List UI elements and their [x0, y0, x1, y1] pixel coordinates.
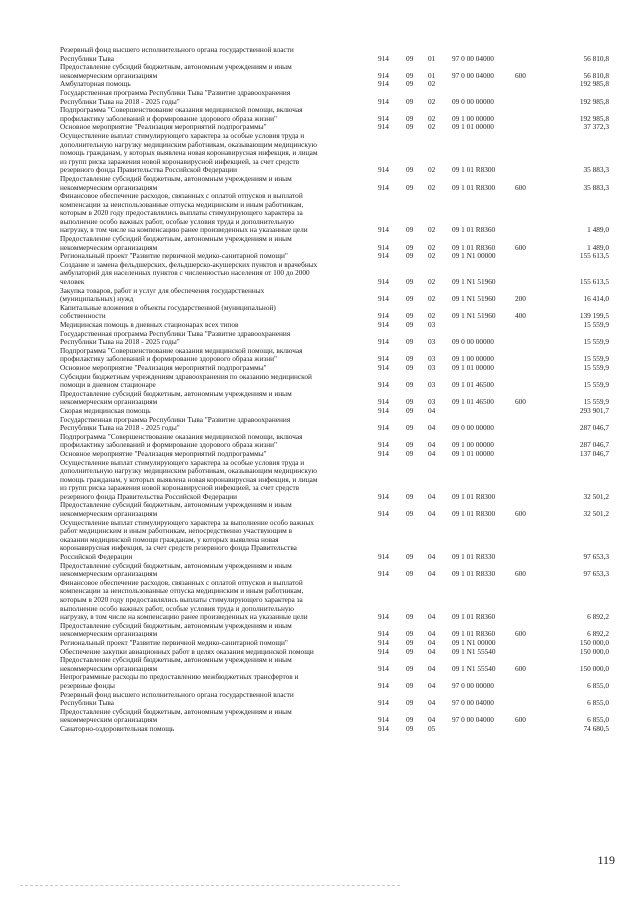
ministry-code: 914 [378, 440, 389, 450]
row-name: Подпрограмма "Совершенствование оказания медицинской помощи, включая профилактику заболеваний и формирование здорового образа жизни" [60, 345, 303, 364]
subsection-code: 02 [428, 165, 436, 175]
ministry-code: 914 [378, 113, 389, 123]
ministry-code: 914 [378, 320, 389, 329]
section-code: 09 [406, 251, 414, 261]
ministry-code: 914 [378, 354, 389, 364]
row-name: Региональный проект "Развитие первичной медико-санитарной помощи" [60, 251, 288, 261]
row-name: Основное мероприятие "Реализация мероприятий подпрограммы" [60, 448, 267, 458]
ministry-code: 914 [378, 380, 389, 390]
subsection-code: 02 [428, 242, 436, 252]
amount: 15 559,9 [583, 362, 609, 372]
table-row [0, 46, 639, 63]
table-row [0, 433, 639, 450]
table-row [0, 287, 639, 304]
amount: 15 559,9 [583, 397, 609, 407]
amount: 150 000,0 [579, 637, 609, 647]
amount: 15 559,9 [583, 380, 609, 390]
target-article-code: 09 0 00 00000 [452, 423, 494, 433]
subsection-code: 04 [428, 612, 436, 622]
amount: 155 613,5 [579, 277, 609, 287]
section-code: 09 [406, 225, 414, 235]
row-name: Подпрограмма "Совершенствование оказания медицинской помощи, включая профилактику заболеваний и формирование здорового образа жизни" [60, 105, 303, 123]
amount: 97 653,3 [583, 569, 609, 579]
ministry-code: 914 [378, 698, 389, 708]
subsection-code: 04 [428, 448, 436, 458]
section-code: 09 [406, 242, 414, 252]
ministry-code: 914 [378, 509, 389, 519]
subsection-code: 04 [428, 440, 436, 450]
row-name: Резервный фонд высшего исполнительного органа государственной власти Республики Тыва [60, 689, 294, 708]
amount: 15 559,9 [583, 337, 609, 347]
row-name: Основное мероприятие "Реализация мероприятий подпрограммы" [60, 362, 267, 372]
target-article-code: 97 0 00 04000 [452, 698, 494, 708]
section-code: 09 [406, 96, 414, 106]
subsection-code: 04 [428, 715, 436, 725]
amount: 6 855,0 [587, 715, 609, 725]
amount: 139 199,5 [579, 311, 609, 321]
row-name: Государственная программа Республики Тыва "Развитие здравоохранения Республики Тыва на 2018 - 2025 годы" [60, 328, 291, 347]
subsection-code: 01 [428, 70, 436, 80]
row-name: Предоставление субсидий бюджетным, автономным учреждениям и иным некоммерческим организациям [60, 388, 292, 407]
row-name: Амбулаторная помощь [60, 79, 131, 89]
amount: 35 883,3 [583, 182, 609, 192]
target-article-code: 09 1 01 R8360 [452, 242, 496, 252]
row-name: Основное мероприятие "Реализация мероприятий подпрограммы" [60, 122, 267, 132]
amount: 37 372,3 [583, 122, 609, 132]
table-row [0, 708, 639, 725]
target-article-code: 09 1 N1 51960 [452, 311, 496, 321]
target-article-code: 09 1 N1 55540 [452, 663, 496, 673]
amount: 150 000,0 [579, 646, 609, 656]
target-article-code: 09 1 00 00000 [452, 113, 494, 123]
table-row [0, 106, 639, 123]
subsection-code: 03 [428, 362, 436, 372]
row-name: Финансовое обеспечение расходов, связанных с оплатой отпусков и выплатой компенсации за неиспользованные отпуска медицинским и иным работникам, которым в 2020 году предоставлялись выплаты стимулирующего характера за выполнение особо важных работ, особые условия труда и дополнительную нагрузку, в том числе на компенсацию ранее произведенных на указанные цели [60, 577, 308, 622]
ministry-code: 914 [378, 337, 389, 347]
subsection-code: 02 [428, 277, 436, 287]
section-code: 09 [406, 646, 414, 656]
target-article-code: 09 1 N1 51960 [452, 294, 496, 304]
section-code: 09 [406, 405, 414, 415]
ministry-code: 914 [378, 96, 389, 106]
ministry-code: 914 [378, 646, 389, 656]
amount: 32 501,2 [583, 509, 609, 519]
budget-table [0, 46, 639, 734]
amount: 155 613,5 [579, 251, 609, 261]
table-row [0, 192, 639, 235]
row-name: Государственная программа Республики Тыва "Развитие здравоохранения Республики Тыва на 2018 - 2025 годы" [60, 87, 291, 106]
section-code: 09 [406, 612, 414, 622]
section-code: 09 [406, 122, 414, 132]
row-name: Осуществление выплат стимулирующего характера за выполнение особо важных работ медицинским и иным работникам, непосредственно участвующим в оказании медицинской помощи гражданам, у которых выявлена новая коронавирусная инфекция, за счет средств резервного фонда Правительства Российской Федерации [60, 517, 314, 562]
section-code: 09 [406, 79, 414, 89]
amount: 1 489,0 [587, 242, 609, 252]
ministry-code: 914 [378, 225, 389, 235]
amount: 6 855,0 [587, 680, 609, 690]
amount: 56 810,8 [583, 53, 609, 63]
table-row [0, 132, 639, 175]
row-name: Государственная программа Республики Тыва "Развитие здравоохранения Республики Тыва на 2018 - 2025 годы" [60, 414, 291, 433]
ministry-code: 914 [378, 294, 389, 304]
expense-type-code: 600 [515, 629, 526, 639]
subsection-code: 04 [428, 663, 436, 673]
row-name: Осуществление выплат стимулирующего характера за особые условия труда и дополнительную нагрузку медицинским работникам, оказывающим медицинскую помощь гражданам, у которых выявлена новая коронавирусная инфекция, и лицам из групп риска заражения новой коронавирусной инфекцией, за счет средств резервного фонда Правительства Российской Федерации [60, 457, 318, 501]
section-code: 09 [406, 354, 414, 364]
table-row [0, 89, 639, 106]
target-article-code: 09 1 01 00000 [452, 362, 494, 372]
subsection-code: 02 [428, 251, 436, 261]
ministry-code: 914 [378, 448, 389, 458]
section-code: 09 [406, 629, 414, 639]
row-name: Капитальные вложения в объекты государственной (муниципальной) собственности [60, 302, 276, 321]
target-article-code: 09 1 N1 55540 [452, 646, 496, 656]
amount: 6 892,2 [587, 629, 609, 639]
subsection-code: 04 [428, 569, 436, 579]
row-name: Предоставление субсидий бюджетным, автономным учреждениям и иным некоммерческим организациям [60, 500, 292, 519]
expense-type-code: 600 [515, 70, 526, 80]
table-row [0, 304, 639, 321]
amount: 192 985,8 [579, 96, 609, 106]
row-name: Непрограммные расходы по предоставлению межбюджетных трансфертов и резервные фонды [60, 672, 299, 690]
subsection-code: 04 [428, 637, 436, 647]
table-row [0, 622, 639, 639]
row-name: Предоставление субсидий бюджетным, автономным учреждениям и иным некоммерческим организациям [60, 620, 292, 639]
footer-divider [20, 885, 400, 886]
row-name: Предоставление субсидий бюджетным, автономным учреждениям и иным некоммерческим организациям [60, 560, 292, 579]
target-article-code: 09 1 00 00000 [452, 440, 494, 450]
section-code: 09 [406, 715, 414, 725]
section-code: 09 [406, 698, 414, 708]
target-article-code: 97 0 00 04000 [452, 70, 494, 80]
table-row [0, 691, 639, 708]
section-code: 09 [406, 362, 414, 372]
expense-type-code: 600 [515, 509, 526, 519]
subsection-code: 04 [428, 552, 436, 562]
amount: 192 985,8 [579, 79, 609, 89]
section-code: 09 [406, 113, 414, 123]
target-article-code: 09 1 01 R8360 [452, 612, 496, 622]
row-name: Предоставление субсидий бюджетным, автономным учреждениям и иным некоммерческим организациям [60, 234, 292, 252]
section-code: 09 [406, 663, 414, 673]
ministry-code: 914 [378, 491, 389, 501]
table-row [0, 235, 639, 252]
ministry-code: 914 [378, 423, 389, 433]
ministry-code: 914 [378, 311, 389, 321]
target-article-code: 09 1 01 R8300 [452, 165, 496, 175]
target-article-code: 09 1 N1 00000 [452, 637, 496, 647]
target-article-code: 09 1 01 00000 [452, 122, 494, 132]
amount: 15 559,9 [583, 354, 609, 364]
amount: 137 046,7 [579, 448, 609, 458]
subsection-code: 02 [428, 122, 436, 132]
expense-type-code: 400 [515, 311, 526, 321]
ministry-code: 914 [378, 277, 389, 287]
table-row [0, 63, 639, 80]
table-row [0, 175, 639, 192]
table-row [0, 373, 639, 390]
section-code: 09 [406, 723, 414, 733]
amount: 97 653,3 [583, 552, 609, 562]
ministry-code: 914 [378, 663, 389, 673]
amount: 74 680,5 [583, 723, 609, 733]
ministry-code: 914 [378, 612, 389, 622]
row-name: Финансовое обеспечение расходов, связанных с оплатой отпусков и выплатой компенсации за неиспользованные отпуска медицинским и иным работникам, которым в 2020 году предоставлялись выплаты стимулирующего характера за выполнение особо важных работ, особые условия труда и дополнительную нагрузку, в том числе на компенсацию ранее произведенных на указанные цели [60, 191, 308, 235]
table-row [0, 459, 639, 502]
amount: 16 414,0 [583, 294, 609, 304]
ministry-code: 914 [378, 70, 389, 80]
target-article-code: 97 0 00 04000 [452, 715, 494, 725]
section-code: 09 [406, 637, 414, 647]
section-code: 09 [406, 440, 414, 450]
section-code: 09 [406, 182, 414, 192]
ministry-code: 914 [378, 79, 389, 89]
target-article-code: 09 1 N1 00000 [452, 251, 496, 261]
target-article-code: 09 1 01 46500 [452, 380, 494, 390]
row-name: Предоставление субсидий бюджетным, автономным учреждениям и иным некоммерческим организациям [60, 62, 292, 80]
ministry-code: 914 [378, 242, 389, 252]
target-article-code: 09 1 01 R8360 [452, 629, 496, 639]
expense-type-code: 200 [515, 294, 526, 304]
subsection-code: 04 [428, 698, 436, 708]
subsection-code: 03 [428, 354, 436, 364]
target-article-code: 09 1 01 R8300 [452, 182, 496, 192]
section-code: 09 [406, 53, 414, 63]
amount: 6 855,0 [587, 698, 609, 708]
expense-type-code: 600 [515, 182, 526, 192]
amount: 35 883,3 [583, 165, 609, 175]
target-article-code: 09 1 01 R8330 [452, 552, 496, 562]
ministry-code: 914 [378, 405, 389, 415]
section-code: 09 [406, 337, 414, 347]
subsection-code: 02 [428, 113, 436, 123]
ministry-code: 914 [378, 629, 389, 639]
target-article-code: 09 1 N1 51960 [452, 277, 496, 287]
section-code: 09 [406, 311, 414, 321]
subsection-code: 03 [428, 320, 436, 329]
expense-type-code: 600 [515, 397, 526, 407]
amount: 293 901,7 [579, 405, 609, 415]
section-code: 09 [406, 552, 414, 562]
amount: 32 501,2 [583, 491, 609, 501]
subsection-code: 04 [428, 509, 436, 519]
ministry-code: 914 [378, 723, 389, 733]
subsection-code: 02 [428, 225, 436, 235]
ministry-code: 914 [378, 251, 389, 261]
row-name: Предоставление субсидий бюджетным, автономным учреждениям и иным некоммерческим организациям [60, 173, 292, 192]
target-article-code: 09 1 01 R8300 [452, 509, 496, 519]
amount: 150 000,0 [579, 663, 609, 673]
subsection-code: 05 [428, 723, 436, 733]
target-article-code: 97 0 00 04000 [452, 53, 494, 63]
row-name: Обеспечение закупки авиационных работ в целях оказания медицинской помощи [60, 646, 314, 656]
ministry-code: 914 [378, 165, 389, 175]
amount: 192 985,8 [579, 113, 609, 123]
target-article-code: 09 1 01 00000 [452, 448, 494, 458]
target-article-code: 09 1 01 R8360 [452, 225, 496, 235]
subsection-code: 02 [428, 96, 436, 106]
row-name: Субсидии бюджетным учреждениям здравоохранения по оказанию медицинской помощи в дневном стационаре [60, 371, 312, 390]
table-row [0, 725, 639, 734]
expense-type-code: 600 [515, 569, 526, 579]
section-code: 09 [406, 491, 414, 501]
target-article-code: 09 0 00 00000 [452, 337, 494, 347]
table-row [0, 330, 639, 347]
table-row [0, 519, 639, 562]
subsection-code: 03 [428, 337, 436, 347]
row-name: Региональный проект "Развитие первичной медико-санитарной помощи" [60, 637, 288, 647]
section-code: 09 [406, 380, 414, 390]
row-name: Санаторно-оздоровительная помощь [60, 723, 175, 733]
page-number: 119 [597, 853, 615, 867]
subsection-code: 02 [428, 182, 436, 192]
ministry-code: 914 [378, 552, 389, 562]
table-row [0, 416, 639, 433]
ministry-code: 914 [378, 680, 389, 690]
table-row [0, 501, 639, 518]
row-name: Резервный фонд высшего исполнительного органа государственной власти Республики Тыва [60, 45, 294, 63]
row-name: Осуществление выплат стимулирующего характера за особые условия труда и дополнительную нагрузку медицинским работникам, оказывающим медицинскую помощь гражданам, у которых выявлена новая коронавирусная инфекция, и лицам из групп риска заражения новой коронавирусной инфекцией, за счет средств резервного фонда Правительства Российской Федерации [60, 130, 318, 175]
table-row [0, 673, 639, 690]
expense-type-code: 600 [515, 715, 526, 725]
section-code: 09 [406, 320, 414, 329]
section-code: 09 [406, 423, 414, 433]
section-code: 09 [406, 165, 414, 175]
expense-type-code: 600 [515, 242, 526, 252]
target-article-code: 09 1 01 46500 [452, 397, 494, 407]
ministry-code: 914 [378, 715, 389, 725]
amount: 6 892,2 [587, 612, 609, 622]
subsection-code: 04 [428, 680, 436, 690]
row-name: Создание и замена фельдшерских, фельдшерско-акушерских пунктов и врачебных амбулаторий для населенных пунктов с численностью населения от 100 до 2000 человек [60, 259, 318, 287]
section-code: 09 [406, 448, 414, 458]
row-name: Предоставление субсидий бюджетным, автономным учреждениям и иным некоммерческим организациям [60, 655, 292, 673]
section-code: 09 [406, 397, 414, 407]
subsection-code: 02 [428, 294, 436, 304]
table-row [0, 579, 639, 622]
table-row [0, 347, 639, 364]
row-name: Скорая медицинская помощь [60, 405, 151, 415]
subsection-code: 04 [428, 629, 436, 639]
target-article-code: 09 0 00 00000 [452, 96, 494, 106]
row-name: Закупка товаров, работ и услуг для обеспечения государственных (муниципальных) нужд [60, 285, 265, 304]
subsection-code: 04 [428, 491, 436, 501]
target-article-code: 09 1 01 R8300 [452, 491, 496, 501]
subsection-code: 02 [428, 311, 436, 321]
section-code: 09 [406, 277, 414, 287]
section-code: 09 [406, 294, 414, 304]
target-article-code: 97 0 00 00000 [452, 680, 494, 690]
amount: 287 046,7 [579, 440, 609, 450]
expense-type-code: 600 [515, 663, 526, 673]
subsection-code: 01 [428, 53, 436, 63]
amount: 15 559,9 [583, 320, 609, 329]
row-name: Предоставление субсидий бюджетным, автономным учреждениям и иным некоммерческим организациям [60, 706, 292, 725]
table-row [0, 390, 639, 407]
row-name: Подпрограмма "Совершенствование оказания медицинской помощи, включая профилактику заболеваний и формирование здорового образа жизни" [60, 431, 303, 450]
ministry-code: 914 [378, 53, 389, 63]
ministry-code: 914 [378, 362, 389, 372]
subsection-code: 04 [428, 405, 436, 415]
section-code: 09 [406, 569, 414, 579]
ministry-code: 914 [378, 182, 389, 192]
target-article-code: 09 1 00 00000 [452, 354, 494, 364]
subsection-code: 04 [428, 423, 436, 433]
ministry-code: 914 [378, 122, 389, 132]
table-row [0, 261, 639, 287]
ministry-code: 914 [378, 397, 389, 407]
subsection-code: 03 [428, 380, 436, 390]
ministry-code: 914 [378, 637, 389, 647]
subsection-code: 03 [428, 397, 436, 407]
amount: 56 810,8 [583, 70, 609, 80]
row-name: Медицинская помощь в дневных стационарах всех типов [60, 320, 239, 329]
section-code: 09 [406, 70, 414, 80]
amount: 287 046,7 [579, 423, 609, 433]
amount: 1 489,0 [587, 225, 609, 235]
section-code: 09 [406, 680, 414, 690]
ministry-code: 914 [378, 569, 389, 579]
table-row [0, 562, 639, 579]
subsection-code: 02 [428, 79, 436, 89]
target-article-code: 09 1 01 R8330 [452, 569, 496, 579]
section-code: 09 [406, 509, 414, 519]
subsection-code: 04 [428, 646, 436, 656]
table-row [0, 656, 639, 673]
